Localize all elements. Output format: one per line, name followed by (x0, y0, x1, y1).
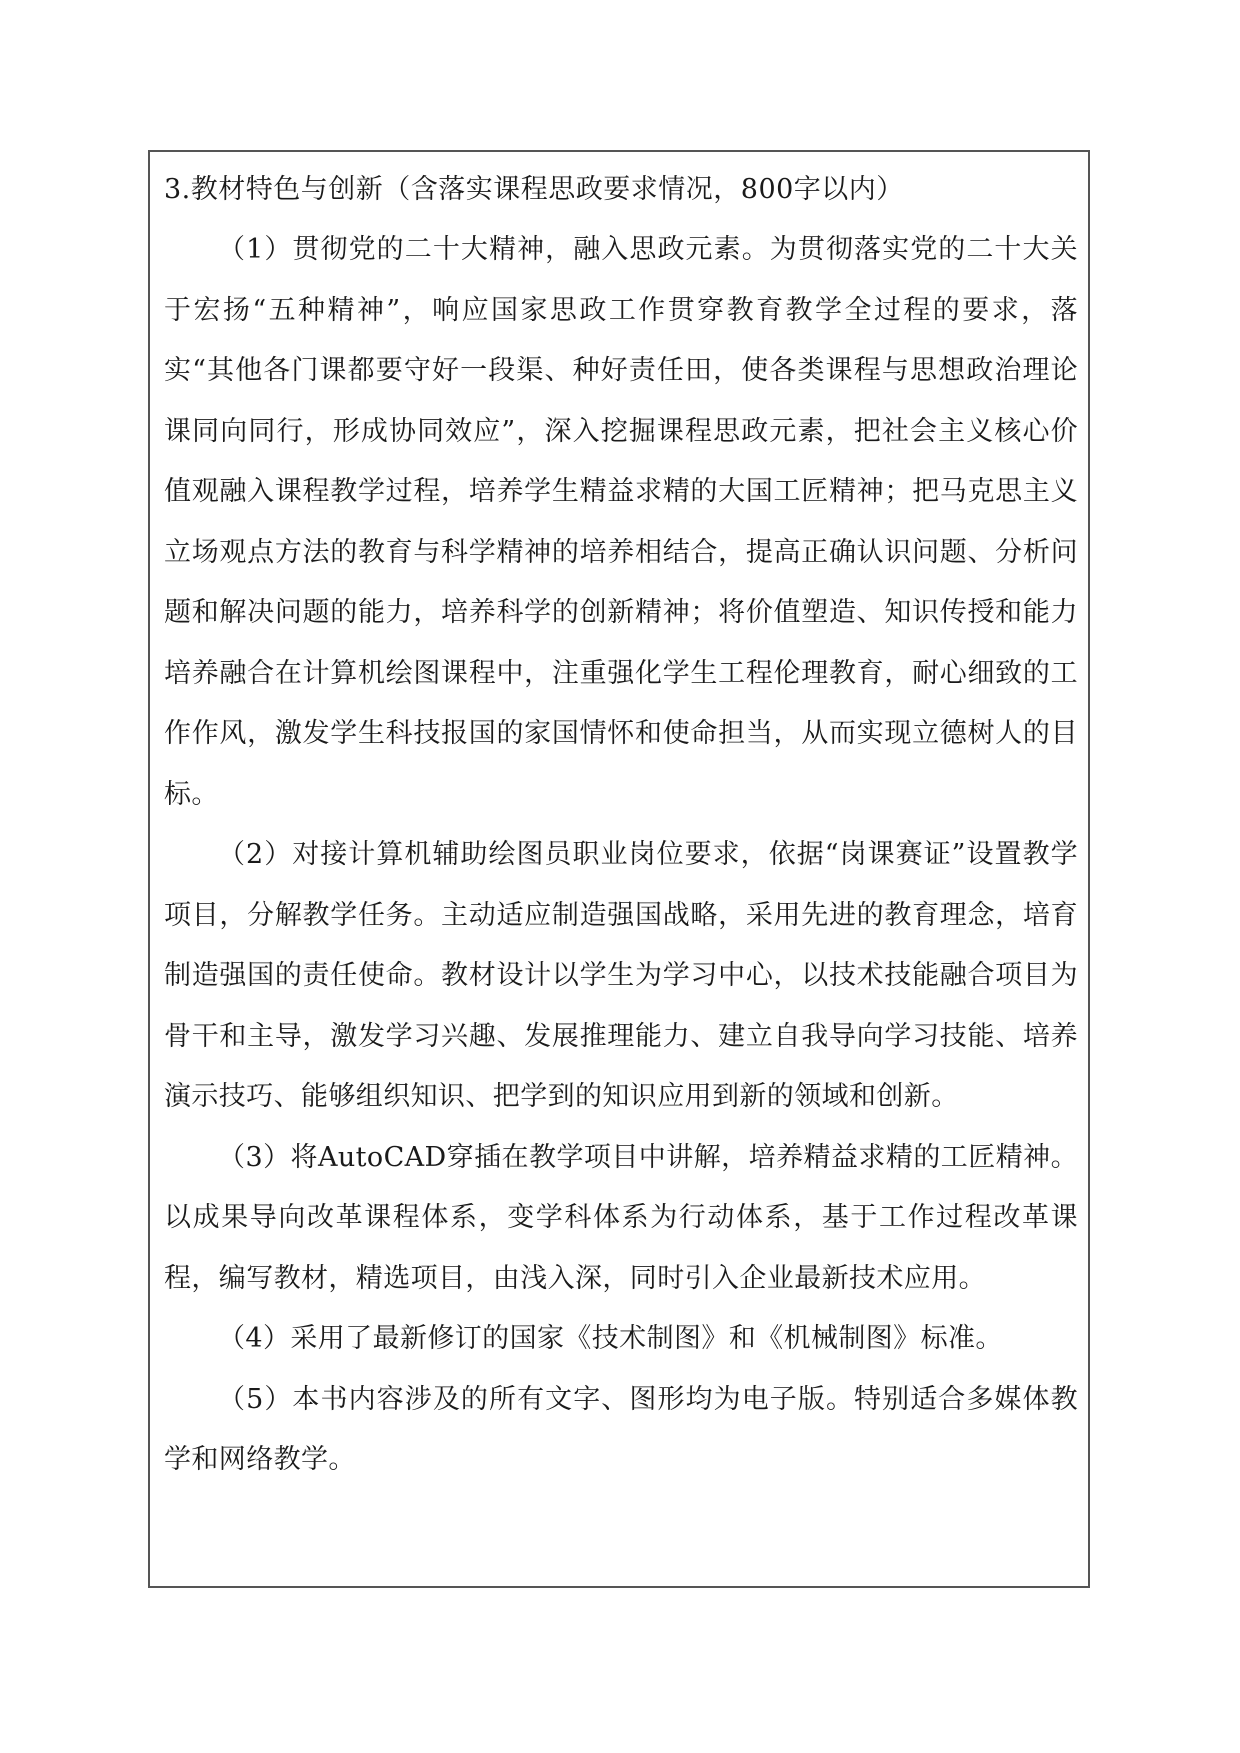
cell-content (164, 160, 1078, 1491)
section-title: 3.教材特色与创新（含落实课程思政要求情况，800字以内） (164, 174, 904, 205)
paragraph-ideology: （1）贯彻党的二十大精神，融入思政元素。为贯彻落实党的二十大关于宏扬“五种精神”，响应国家思政工作贯穿教育教学全过程的要求，落实“其他各门课都要守好一段渠、种好责任田，使各类课程与思想政治理论课同向同行，形成协同效应”，深入挖掘课程思政元素，把社会主义核心价值观融入课程教学过程，培养学生精益求精的大国工匠精神；把马克思主义立场观点方法的教育与科学精神的培养相结合，提高正确认识问题、分析问题和解决问题的能力，培养科学的创新精神；将价值塑造、知识传授和能力培养融合在计算机绘图课程中，注重强化学生工程伦理教育，耐心细致的工作作风，激发学生科技报国的家国情怀和使命担当，从而实现立德树人的目标。 (164, 234, 1078, 810)
document-table-cell (148, 150, 1090, 1588)
paragraph-electronic: （5）本书内容涉及的所有文字、图形均为电子版。特别适合多媒体教学和网络教学。 (164, 1383, 1078, 1475)
paragraph-autocad: （3）将AutoCAD穿插在教学项目中讲解，培养精益求精的工匠精神。以成果导向改革课程体系，变学科体系为行动体系，基于工作过程改革课程，编写教材，精选项目，由浅入深，同时引入企业最新技术应用。 (164, 1141, 1078, 1294)
paragraph-job-requirements: （2）对接计算机辅助绘图员职业岗位要求，依据“岗课赛证”设置教学项目，分解教学任务。主动适应制造强国战略，采用先进的教育理念，培育制造强国的责任使命。教材设计以学生为学习中心，以技术技能融合项目为骨干和主导，激发学习兴趣、发展推理能力、建立自我导向学习技能、培养演示技巧、能够组织知识、把学到的知识应用到新的领域和创新。 (164, 839, 1078, 1112)
paragraph-standards: （4）采用了最新修订的国家《技术制图》和《机械制图》标准。 (218, 1323, 1003, 1354)
